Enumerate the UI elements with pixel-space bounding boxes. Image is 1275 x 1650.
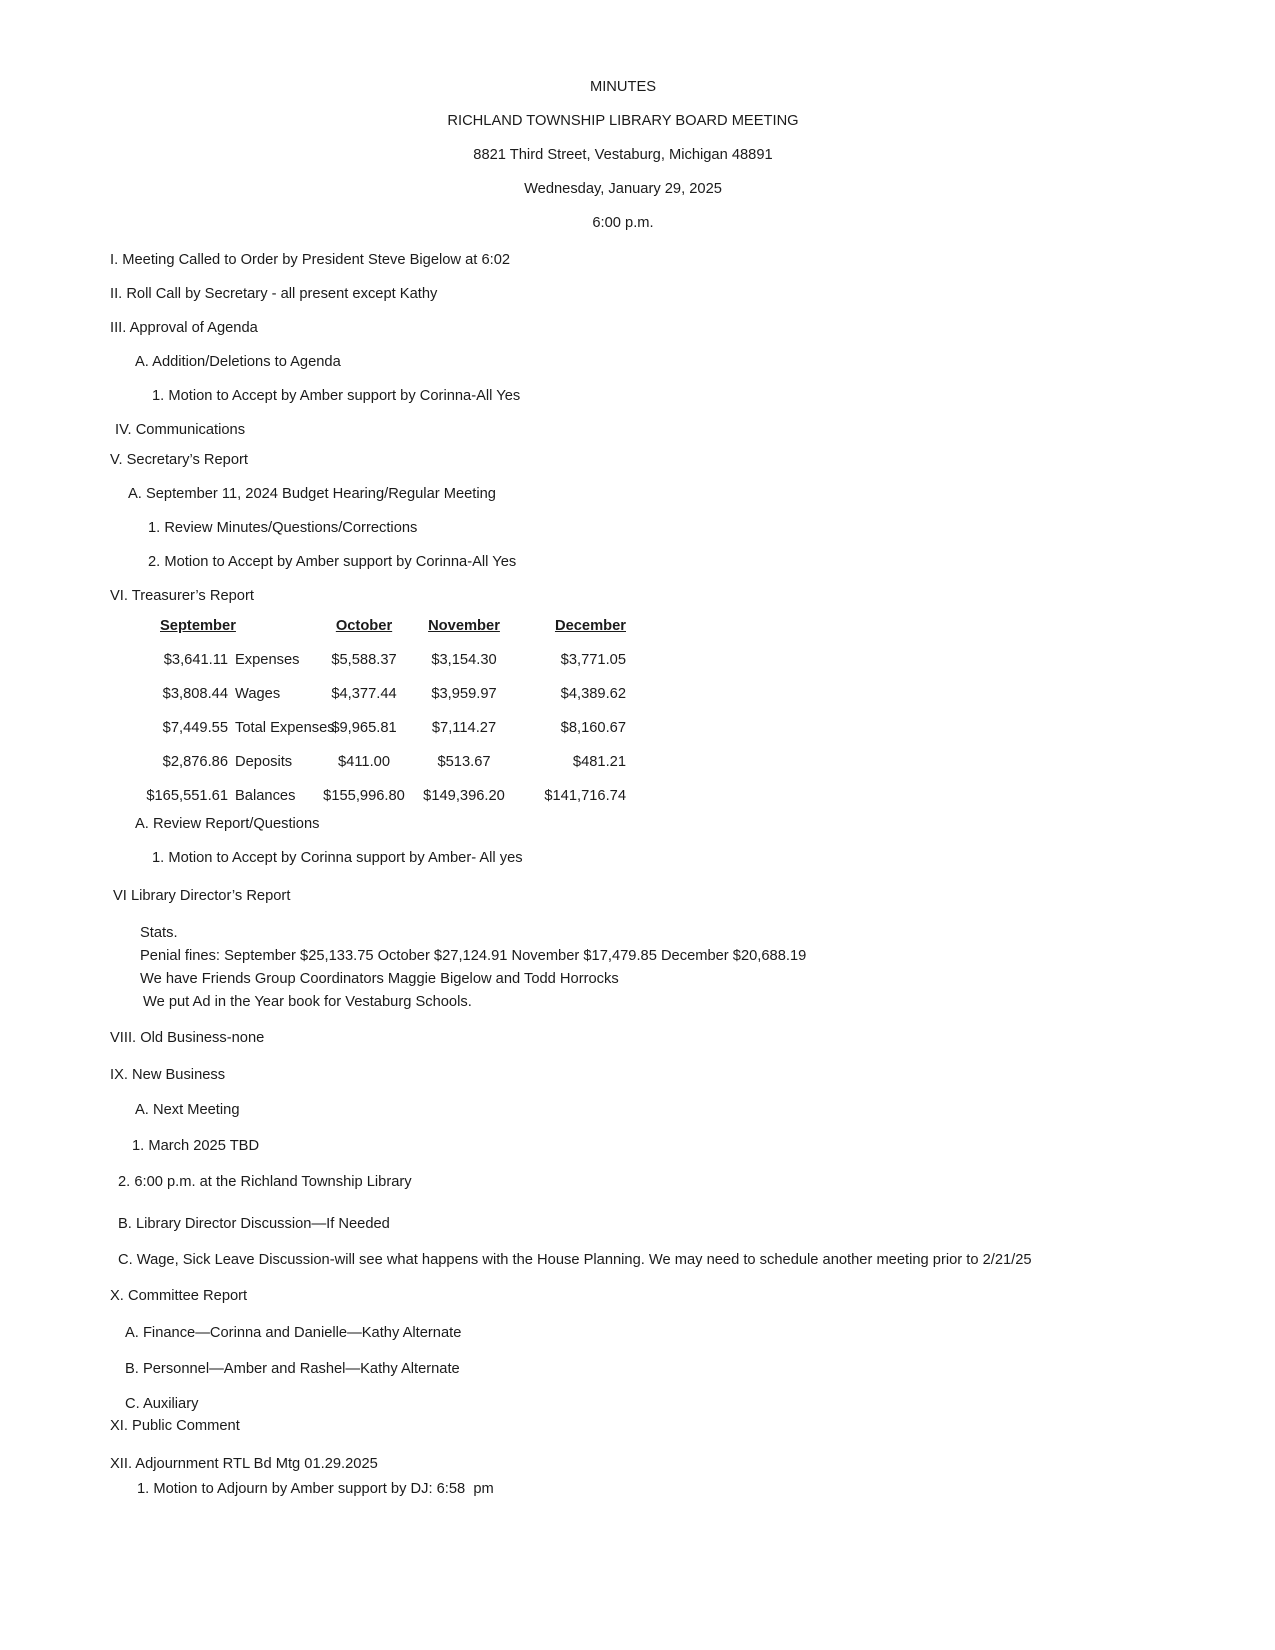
table-row-label: Balances [235, 788, 296, 804]
table-header-november: November [428, 618, 500, 634]
line-friends-group: We have Friends Group Coordinators Maggie Bigelow and Todd Horrocks [140, 971, 619, 987]
table-cell-dec-deposits: $481.21 [572, 754, 626, 770]
title-minutes: MINUTES [589, 79, 657, 95]
table-row-label: Total Expenses [235, 720, 335, 736]
table-row-label: Expenses [235, 652, 300, 668]
table-cell-dec-expenses: $3,771.05 [560, 652, 626, 668]
table-cell-oct-deposits: $411.00 [337, 754, 390, 770]
line-committee-report: X. Committee Report [110, 1288, 248, 1304]
line-meeting-location: 2. 6:00 p.m. at the Richland Township Library [118, 1174, 412, 1190]
table-cell-sep-deposits: $2,876.86 [162, 754, 228, 770]
table-cell-sep-wages: $3,808.44 [162, 686, 228, 702]
line-finance-committee: A. Finance—Corinna and Danielle—Kathy Alternate [125, 1325, 462, 1341]
line-wage-sick-leave: C. Wage, Sick Leave Discussion-will see what happens with the House Planning. We may need to schedule another meeting prior to 2/21/25 [118, 1252, 1032, 1268]
line-adjourn-motion: 1. Motion to Adjourn by Amber support by DJ: 6:58 pm [137, 1481, 494, 1497]
line-additions-deletions: A. Addition/Deletions to Agenda [135, 354, 341, 370]
table-cell-sep-expenses: $3,641.11 [163, 652, 228, 668]
line-secretarys-report: V. Secretary’s Report [110, 452, 248, 468]
table-cell-nov-balances: $149,396.20 [423, 788, 505, 804]
line-stats: Stats. [140, 925, 178, 941]
table-header-october: October [335, 618, 393, 634]
line-call-to-order: I. Meeting Called to Order by President Steve Bigelow at 6:02 [110, 252, 511, 268]
line-penial-fines: Penial fines: September $25,133.75 October $27,124.91 November $17,479.85 December $20,688.19 [140, 948, 807, 964]
line-next-meeting: A. Next Meeting [135, 1102, 240, 1118]
table-cell-oct-total-expenses: $9,965.81 [331, 720, 397, 736]
table-row-label: Wages [235, 686, 281, 702]
line-review-minutes: 1. Review Minutes/Questions/Corrections [148, 520, 418, 536]
line-review-report-questions: A. Review Report/Questions [135, 816, 320, 832]
line-treasurers-report: VI. Treasurer’s Report [110, 588, 254, 604]
line-agenda-motion: 1. Motion to Accept by Amber support by Corinna-All Yes [152, 388, 521, 404]
line-adjournment: XII. Adjournment RTL Bd Mtg 01.29.2025 [110, 1456, 378, 1472]
treasurer-table [146, 615, 628, 807]
table-cell-sep-balances: $165,551.61 [146, 788, 228, 804]
table-header-december: December [554, 618, 626, 634]
title-time: 6:00 p.m. [592, 215, 654, 231]
table-cell-oct-expenses: $5,588.37 [331, 652, 397, 668]
line-march-2025: 1. March 2025 TBD [132, 1138, 260, 1154]
table-cell-sep-total-expenses: $7,449.55 [162, 720, 228, 736]
line-yearbook-ad: We put Ad in the Year book for Vestaburg Schools. [143, 994, 472, 1010]
line-old-business: VIII. Old Business-none [110, 1030, 265, 1046]
line-communications: IV. Communications [115, 422, 246, 438]
line-roll-call: II. Roll Call by Secretary - all present except Kathy [110, 286, 438, 302]
table-cell-dec-total-expenses: $8,160.67 [560, 720, 626, 736]
title-board-meeting: RICHLAND TOWNSHIP LIBRARY BOARD MEETING [447, 113, 799, 129]
table-cell-dec-balances: $141,716.74 [544, 788, 626, 804]
line-minutes-motion: 2. Motion to Accept by Amber support by Corinna-All Yes [148, 554, 517, 570]
line-september-meeting: A. September 11, 2024 Budget Hearing/Regular Meeting [128, 486, 496, 502]
table-cell-oct-balances: $155,996.80 [323, 788, 405, 804]
table-cell-nov-wages: $3,959.97 [431, 686, 497, 702]
line-report-motion: 1. Motion to Accept by Corinna support by Amber- All yes [152, 850, 523, 866]
table-cell-nov-deposits: $513.67 [437, 754, 491, 770]
table-row-label: Deposits [235, 754, 293, 770]
title-date: Wednesday, January 29, 2025 [524, 181, 722, 197]
table-cell-nov-total-expenses: $7,114.27 [431, 720, 497, 736]
table-cell-nov-expenses: $3,154.30 [431, 652, 497, 668]
line-library-directors-report: VI Library Director’s Report [113, 888, 291, 904]
line-new-business: IX. New Business [110, 1067, 226, 1083]
line-personnel-committee: B. Personnel—Amber and Rashel—Kathy Alternate [125, 1361, 460, 1377]
table-cell-dec-wages: $4,389.62 [560, 686, 626, 702]
table-header-september: September [160, 618, 236, 634]
line-director-discussion: B. Library Director Discussion—If Needed [118, 1216, 390, 1232]
line-approval-of-agenda: III. Approval of Agenda [110, 320, 258, 336]
line-auxiliary: C. Auxiliary [125, 1396, 199, 1412]
table-cell-oct-wages: $4,377.44 [331, 686, 397, 702]
document-heading [110, 76, 1136, 234]
title-address: 8821 Third Street, Vestaburg, Michigan 48891 [473, 147, 773, 163]
line-public-comment: XI. Public Comment [110, 1418, 240, 1434]
